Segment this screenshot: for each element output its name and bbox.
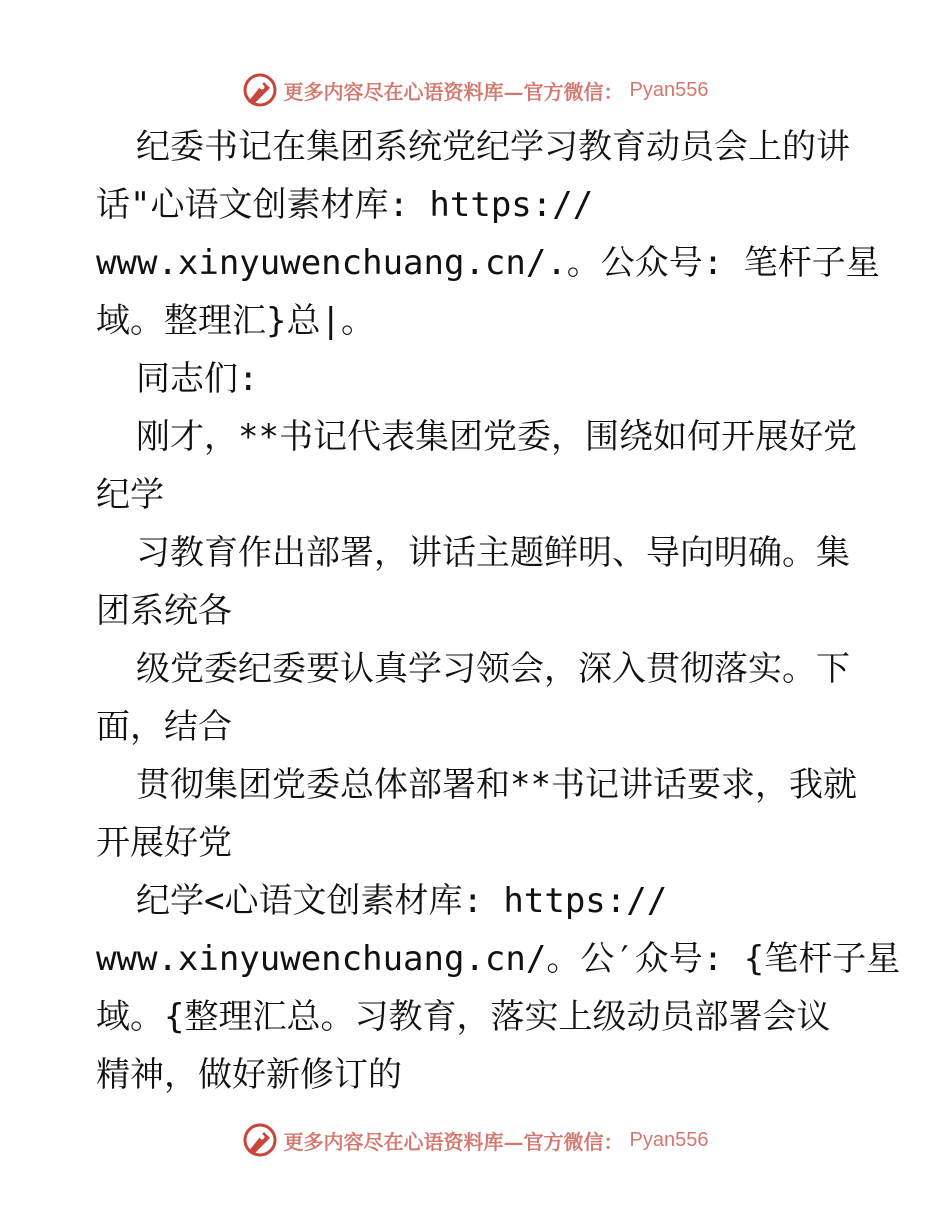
text-line: 话"心语文创素材库: https:// [96, 185, 594, 225]
header-banner [0, 70, 950, 110]
footer-banner [0, 1120, 950, 1160]
text-line: www.xinyuwenchuang.cn/。公′众号: {笔杆子星 [96, 939, 901, 979]
text-line: 开展好党 [96, 823, 232, 863]
document-body [96, 118, 901, 1104]
text-line: 习教育作出部署，讲话主题鲜明、导向明确。集 [136, 533, 850, 573]
pen-nib-logo-icon [242, 72, 278, 108]
text-line: 团系统各 [96, 591, 232, 631]
text-line: 纪委书记在集团系统党纪学习教育动员会上的讲 [136, 127, 850, 167]
text-line: 贯彻集团党委总体部署和**书记讲话要求，我就 [136, 765, 857, 805]
pen-nib-logo-icon [242, 1122, 278, 1158]
header-banner-contact: Pyan556 [629, 78, 709, 101]
footer-banner-contact: Pyan556 [629, 1128, 709, 1151]
text-line: www.xinyuwenchuang.cn/.。公众号: 笔杆子星 [96, 243, 880, 283]
text-line: 纪学 [96, 475, 164, 515]
text-line: 纪学<心语文创素材库: https:// [136, 881, 668, 921]
text-line: 面，结合 [96, 707, 232, 747]
text-line: 刚才，**书记代表集团党委，围绕如何开展好党 [136, 417, 857, 457]
text-line: 域。{整理汇总。习教育，落实上级动员部署会议 [96, 997, 831, 1037]
header-banner-text: 更多内容尽在心语资料库—官方微信： [283, 79, 624, 104]
text-line: 域。整理汇}总|。 [96, 301, 375, 341]
footer-banner-text: 更多内容尽在心语资料库—官方微信： [283, 1129, 624, 1154]
text-line: 精神，做好新修订的 [96, 1055, 402, 1095]
text-line: 同志们: [136, 359, 259, 399]
text-line: 级党委纪委要认真学习领会，深入贯彻落实。下 [136, 649, 850, 689]
